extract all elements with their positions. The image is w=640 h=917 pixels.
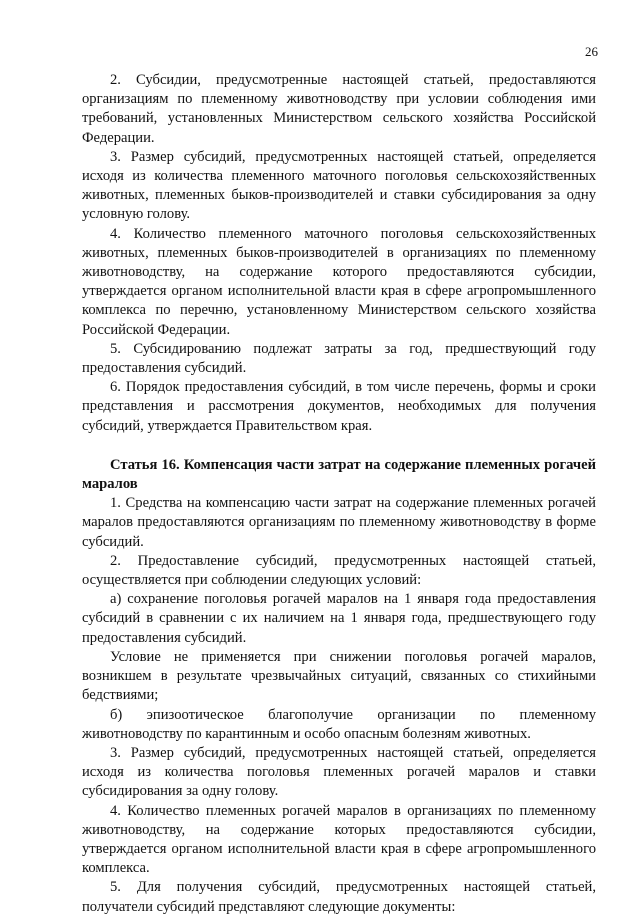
paragraph-article16-subitem-b: б) эпизоотическое благополучие организации по племенному животноводству по карантинным и особо опасным болезням животных. (82, 706, 596, 742)
paragraph-article16-item2: 2. Предоставление субсидий, предусмотренных настоящей статьей, осуществляется при соблюдении следующих условий: (82, 552, 596, 589)
paragraph-article16-subitem-a: а) сохранение поголовья рогачей маралов на 1 января года предоставления субсидий в сравнении с их наличием на 1 января года, предшествующего году предоставления субсидий. (82, 591, 596, 646)
paragraph-article15-item6: 6. Порядок предоставления субсидий, в том числе перечень, формы и сроки представления и рассмотрения документов, необходимых для получения субсидий, утверждается Правительством края. (82, 379, 596, 434)
paragraph-article15-item4: 4. Количество племенного маточного поголовья сельскохозяйственных животных, племенных быков-производителей в организациях по племенному животноводству, на содержание которого предоставляются субсидии, утверждается органом исполнительной власти края в сфере агропромышленного комплекса по перечню, установленному Министерством сельского хозяйства Российской Федерации. (82, 225, 596, 338)
paragraph-article16-item1: 1. Средства на компенсацию части затрат на содержание племенных рогачей маралов предоставляются организациям по племенному животноводству в форме субсидий. (82, 495, 596, 550)
page-number: 26 (585, 44, 598, 59)
paragraph-article16-item4: 4. Количество племенных рогачей маралов в организациях по племенному животноводству, на содержание которых предоставляются субсидии, утверждается органом исполнительной власти края в сфере агропромышленного комплекса. (82, 802, 596, 877)
paragraph-article15-item3: 3. Размер субсидий, предусмотренных настоящей статьей, определяется исходя из количества племенного маточного поголовья сельскохозяйственных животных, племенных быков-производителей и ставки субсидирования за одну условную голову. (82, 148, 596, 223)
article-16-heading: Статья 16. Компенсация части затрат на содержание племенных рогачей маралов (82, 456, 596, 493)
paragraph-article16-condition-note: Условие не применяется при снижении поголовья рогачей маралов, возникшем в результате чрезвычайных ситуаций, связанных со стихийными бедствиями; (82, 648, 596, 704)
paragraph-article16-item5: 5. Для получения субсидий, предусмотренных настоящей статьей, получатели субсидий представляют следующие документы: (82, 879, 596, 915)
paragraph-article16-item3: 3. Размер субсидий, предусмотренных настоящей статьей, определяется исходя из количества поголовья племенных рогачей маралов и ставки субсидирования за одну голову. (82, 744, 596, 800)
paragraph-article15-item2: 2. Субсидии, предусмотренные настоящей статьей, предоставляются организациям по племенному животноводству при условии соблюдения ими требований, установленных Министерством сельского хозяйства Российской Федерации. (82, 72, 596, 146)
document-body (82, 71, 596, 917)
paragraph-article15-item5: 5. Субсидированию подлежат затраты за год, предшествующий году предоставления субсидий. (82, 340, 596, 377)
